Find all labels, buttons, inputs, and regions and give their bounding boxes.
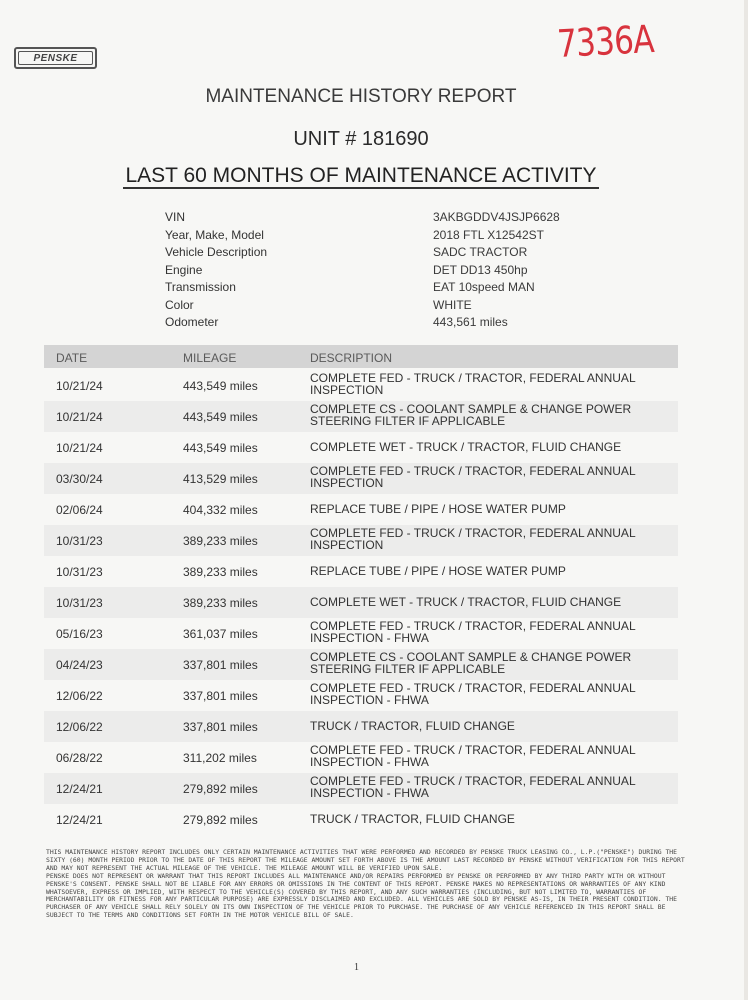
row-date: 04/24/23 [56, 658, 103, 672]
vehicle-label: Vehicle Description [165, 245, 268, 259]
row-mileage: 389,233 miles [183, 534, 258, 548]
vehicle-value: SADC TRACTOR [433, 245, 528, 259]
table-row [44, 463, 678, 494]
row-mileage: 404,332 miles [183, 503, 258, 517]
vehicle-label: Year, Make, Model [165, 227, 264, 242]
vehicle-label: Color [165, 297, 194, 312]
header-mileage: MILEAGE [183, 351, 237, 365]
row-mileage: 443,549 miles [183, 379, 258, 393]
row-date: 05/16/23 [56, 627, 103, 641]
vehicle-row-engine [165, 263, 585, 280]
row-mileage: 389,233 miles [183, 565, 258, 579]
vehicle-value: 2018 FTL X12542ST [433, 227, 544, 242]
table-row [44, 432, 678, 463]
row-description: COMPLETE CS - COOLANT SAMPLE & CHANGE POWER STEERING FILTER IF APPLICABLE [310, 650, 632, 676]
row-date: 12/24/21 [56, 813, 103, 827]
table-row [44, 742, 678, 773]
vehicle-row-transmission [165, 280, 585, 297]
vehicle-value: EAT 10speed MAN [433, 280, 535, 294]
vehicle-value: WHITE [433, 297, 472, 312]
row-description: COMPLETE FED - TRUCK / TRACTOR, FEDERAL ANNUAL INSPECTION - FHWA [310, 681, 636, 707]
handwritten-note: 7336A [556, 16, 655, 66]
row-mileage: 337,801 miles [183, 720, 258, 734]
row-description: COMPLETE WET - TRUCK / TRACTOR, FLUID CHANGE [310, 440, 622, 454]
row-description: COMPLETE FED - TRUCK / TRACTOR, FEDERAL ANNUAL INSPECTION [310, 371, 636, 397]
row-date: 10/31/23 [56, 534, 103, 548]
vehicle-row-odometer [165, 315, 585, 332]
row-description: REPLACE TUBE / PIPE / HOSE WATER PUMP [310, 564, 566, 578]
vehicle-label: Transmission [165, 280, 236, 294]
report-subtitle-text: LAST 60 MONTHS OF MAINTENANCE ACTIVITY [125, 164, 597, 187]
vehicle-row-description [165, 245, 585, 262]
row-description: TRUCK / TRACTOR, FLUID CHANGE [310, 812, 515, 826]
row-date: 12/06/22 [56, 720, 103, 734]
vehicle-label: VIN [165, 210, 186, 224]
row-mileage: 337,801 miles [183, 689, 258, 703]
report-title: MAINTENANCE HISTORY REPORT [205, 86, 517, 107]
row-mileage: 443,549 miles [183, 441, 258, 455]
row-description: COMPLETE FED - TRUCK / TRACTOR, FEDERAL ANNUAL INSPECTION - FHWA [310, 619, 636, 645]
penske-logo [14, 47, 97, 69]
disclaimer-text: THIS MAINTENANCE HISTORY REPORT INCLUDES ONLY CERTAIN MAINTENANCE ACTIVITIES THAT WERE PERFORMED AND RECORDED BY PENSKE TRUCK LEASING CO., L.P.("PENSKE") DURING THE SIXTY (60) MONTH PERIOD PRIOR TO THE DATE OF THIS REPORT THE MILEAGE AMOUNT SET FORTH ABOVE IS THE AMOUNT LAST RECORDED BY PENSKE WITHOUT VERIFICATION FOR THIS REPORT AND MAY NOT REPRESENT THE ACTUAL MILEAGE OF THE VEHICLE. THE MILEAGE AMOUNT WILL BE VERIFIED UPON SALE. PENSKE DOES NOT REPRESENT OR WARRANT THAT THIS REPORT INCLUDES ALL MAINTENANCE AND/OR REPAIRS PERFORMED BY PENSKE OR PERFORMED BY ANY THIRD PARTY WITH OR WITHOUT PENSKE'S CONSENT. PENSKE SHALL NOT BE LIABLE FOR ANY ERRORS OR OMISSIONS IN THE CONTENT OF THIS REPORT. PENSKE MAKES NO REPRESENTATIONS OR WARRANTIES OF ANY KIND WHATSOEVER, EXPRESS OR IMPLIED, WITH RESPECT TO THE VEHICLE(S) COVERED BY THIS REPORT, AND ANY SUCH WARRANTIES (INCLUDING, BUT NOT LIMITED TO, WARRANTIES OF MERCHANTABILITY OR FITNESS FOR ANY PARTICULAR PURPOSE) ARE EXPRESSLY DISCLAIMED AND EXCLUDED. ALL VEHICLES ARE SOLD BY PENSKE AS-IS, IN THEIR PRESENT CONDITION. THE PURCHASER OF ANY VEHICLE SHALL RELY SOLELY ON ITS OWN INSPECTION OF THE VEHICLE PRIOR TO PURCHASE. THE PURCHASE OF ANY VEHICLE REFERENCED IN THIS REPORT SHALL BE SUBJECT TO THE TERMS AND CONDITIONS SET FORTH IN THE MOTOR VEHICLE BILL OF SALE. [46, 848, 685, 920]
row-date: 10/31/23 [56, 565, 103, 579]
table-row [44, 587, 678, 618]
table-row [44, 556, 678, 587]
row-mileage: 279,892 miles [183, 782, 258, 796]
table-row [44, 618, 678, 649]
row-mileage: 337,801 miles [183, 658, 258, 672]
row-mileage: 361,037 miles [183, 627, 258, 641]
table-row [44, 370, 678, 401]
row-description: REPLACE TUBE / PIPE / HOSE WATER PUMP [310, 502, 566, 516]
table-row [44, 494, 678, 525]
vehicle-row-color [165, 298, 585, 315]
row-date: 12/24/21 [56, 782, 103, 796]
table-row [44, 649, 678, 680]
row-date: 02/06/24 [56, 503, 103, 517]
vehicle-label: Engine [165, 262, 203, 277]
row-description: COMPLETE CS - COOLANT SAMPLE & CHANGE POWER STEERING FILTER IF APPLICABLE [310, 402, 632, 428]
row-date: 12/06/22 [56, 689, 103, 703]
header-description: DESCRIPTION [310, 351, 393, 365]
vehicle-value: 3AKBGDDV4JSJP6628 [433, 210, 560, 224]
table-row [44, 525, 678, 556]
row-date: 06/28/22 [56, 751, 103, 765]
row-description: COMPLETE FED - TRUCK / TRACTOR, FEDERAL ANNUAL INSPECTION [310, 526, 636, 552]
header-date: DATE [56, 351, 88, 365]
vehicle-value: 443,561 miles [433, 315, 508, 329]
vehicle-label: Odometer [165, 315, 219, 329]
row-description: TRUCK / TRACTOR, FLUID CHANGE [310, 719, 515, 733]
report-subtitle [0, 164, 722, 188]
table-row [44, 711, 678, 742]
table-row [44, 804, 678, 835]
table-row [44, 401, 678, 432]
unit-number: UNIT # 181690 [293, 128, 429, 150]
row-date: 03/30/24 [56, 472, 103, 486]
vehicle-value: DET DD13 450hp [433, 262, 528, 277]
row-description: COMPLETE FED - TRUCK / TRACTOR, FEDERAL ANNUAL INSPECTION [310, 464, 636, 490]
logo-text: PENSKE [18, 51, 93, 65]
row-mileage: 413,529 miles [183, 472, 258, 486]
row-date: 10/21/24 [56, 441, 103, 455]
vehicle-row-vin [165, 210, 585, 227]
row-date: 10/31/23 [56, 596, 103, 610]
page-number: 1 [354, 962, 359, 973]
row-mileage: 443,549 miles [183, 410, 258, 424]
row-description: COMPLETE FED - TRUCK / TRACTOR, FEDERAL ANNUAL INSPECTION - FHWA [310, 774, 636, 800]
row-date: 10/21/24 [56, 410, 103, 424]
row-mileage: 279,892 miles [183, 813, 258, 827]
row-description: COMPLETE FED - TRUCK / TRACTOR, FEDERAL ANNUAL INSPECTION - FHWA [310, 743, 636, 769]
table-header [44, 345, 678, 368]
row-mileage: 389,233 miles [183, 596, 258, 610]
row-date: 10/21/24 [56, 379, 103, 393]
table-row [44, 773, 678, 804]
row-description: COMPLETE WET - TRUCK / TRACTOR, FLUID CHANGE [310, 595, 622, 609]
table-row [44, 680, 678, 711]
vehicle-row-year-make-model [165, 228, 585, 245]
row-mileage: 311,202 miles [183, 751, 257, 765]
